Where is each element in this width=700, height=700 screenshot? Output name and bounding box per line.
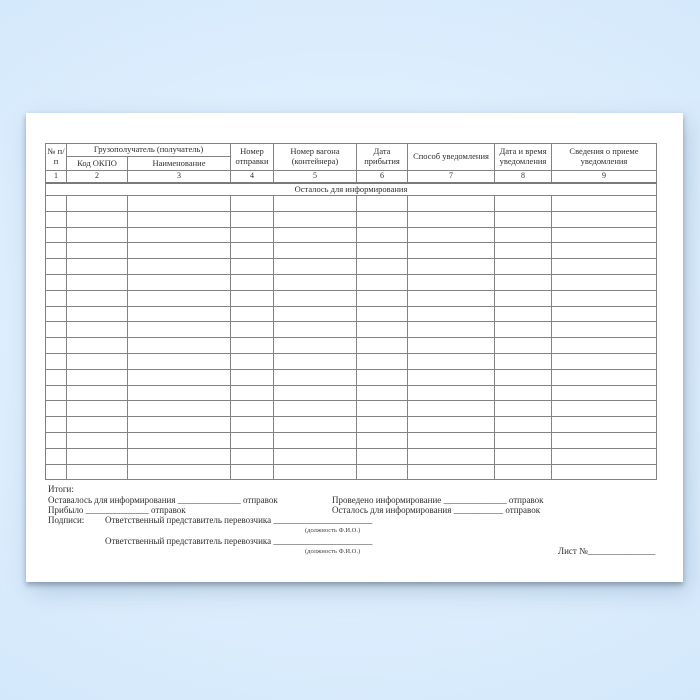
table-cell: [274, 196, 357, 212]
table-cell: [231, 227, 274, 243]
table-cell: [357, 290, 408, 306]
table-cell: [128, 338, 231, 354]
signature-blank: ______________________: [273, 536, 373, 546]
table-row: [46, 290, 657, 306]
table-cell: [46, 243, 67, 259]
header-notification-method: Способ уведомления: [408, 144, 495, 171]
column-number: 9: [552, 171, 657, 184]
status-row-label: Осталось для информирования: [46, 183, 657, 196]
table-row: [46, 369, 657, 385]
column-number: 6: [357, 171, 408, 184]
table-cell: [357, 243, 408, 259]
table-cell: [274, 290, 357, 306]
table-cell: [128, 432, 231, 448]
table-cell: [408, 417, 495, 433]
table-cell: [495, 259, 552, 275]
table-row: [46, 417, 657, 433]
column-number: 2: [67, 171, 128, 184]
table-cell: [67, 227, 128, 243]
informed-blank: ______________: [443, 495, 507, 505]
table-cell: [495, 385, 552, 401]
table-cell: [552, 432, 657, 448]
table-cell: [67, 369, 128, 385]
table-cell: [231, 211, 274, 227]
table-cell: [274, 401, 357, 417]
table-cell: [274, 464, 357, 480]
table-cell: [552, 243, 657, 259]
table-row: [46, 211, 657, 227]
table-cell: [408, 259, 495, 275]
table-cell: [231, 196, 274, 212]
table-cell: [408, 306, 495, 322]
table-cell: [495, 274, 552, 290]
table-cell: [274, 369, 357, 385]
table-cell: [408, 274, 495, 290]
table-cell: [67, 385, 128, 401]
table-cell: [552, 464, 657, 480]
shipments-word: отправок: [150, 505, 186, 515]
table-cell: [274, 322, 357, 338]
table-cell: [46, 274, 67, 290]
header-row-number: № п/п: [46, 144, 67, 171]
arrived-line: [48, 505, 186, 515]
table-cell: [46, 369, 67, 385]
table-cell: [128, 448, 231, 464]
table-cell: [231, 417, 274, 433]
table-cell: [67, 432, 128, 448]
table-cell: [495, 401, 552, 417]
header-dispatch-number: Номер отправки: [231, 144, 274, 171]
table-cell: [357, 338, 408, 354]
table-cell: [231, 353, 274, 369]
table-row: [46, 448, 657, 464]
table-cell: [274, 274, 357, 290]
table-cell: [46, 385, 67, 401]
table-cell: [231, 369, 274, 385]
table-cell: [408, 464, 495, 480]
table-cell: [46, 417, 67, 433]
table-cell: [408, 338, 495, 354]
table-cell: [552, 322, 657, 338]
table-cell: [552, 338, 657, 354]
table-cell: [274, 227, 357, 243]
table-row: [46, 385, 657, 401]
column-number: 3: [128, 171, 231, 184]
table-cell: [46, 338, 67, 354]
table-cell: [274, 448, 357, 464]
table-cell: [46, 432, 67, 448]
table-cell: [67, 196, 128, 212]
table-row: [46, 322, 657, 338]
left-for-informing-line: [332, 505, 540, 515]
table-cell: [552, 211, 657, 227]
table-cell: [46, 448, 67, 464]
table-cell: [67, 401, 128, 417]
table-body-rows: [46, 196, 657, 480]
sheet-label: Лист №: [558, 546, 588, 556]
table-cell: [408, 322, 495, 338]
table-cell: [128, 385, 231, 401]
table-cell: [408, 385, 495, 401]
table-cell: [274, 211, 357, 227]
table-cell: [495, 211, 552, 227]
header-notification-receipt: Сведения о приеме уведомления: [552, 144, 657, 171]
table-cell: [67, 353, 128, 369]
table-cell: [231, 243, 274, 259]
table-row: [46, 353, 657, 369]
table-cell: [67, 448, 128, 464]
table-cell: [67, 211, 128, 227]
table-cell: [128, 306, 231, 322]
table-cell: [408, 243, 495, 259]
table-cell: [46, 322, 67, 338]
table-cell: [46, 227, 67, 243]
table-cell: [495, 306, 552, 322]
column-numbers-row: [46, 171, 657, 184]
table-cell: [46, 464, 67, 480]
table-cell: [408, 448, 495, 464]
table-cell: [495, 353, 552, 369]
carrier-rep-signature-line-2: [105, 536, 372, 546]
remained-label: Оставалось для информирования: [48, 495, 176, 505]
header-wagon-number: Номер вагона (контейнера): [274, 144, 357, 171]
table-cell: [552, 417, 657, 433]
table-cell: [128, 290, 231, 306]
remained-blank: ______________: [177, 495, 241, 505]
column-number: 5: [274, 171, 357, 184]
table-cell: [231, 385, 274, 401]
notification-log-table: [45, 143, 657, 480]
table-cell: [495, 448, 552, 464]
table-cell: [67, 306, 128, 322]
table-cell: [408, 401, 495, 417]
informed-label: Проведено информирование: [332, 495, 442, 505]
table-cell: [231, 274, 274, 290]
table-cell: [46, 401, 67, 417]
table-cell: [231, 401, 274, 417]
left-label: Осталось для информирования: [332, 505, 452, 515]
column-number: 4: [231, 171, 274, 184]
table-cell: [357, 274, 408, 290]
table-row: [46, 306, 657, 322]
table-cell: [552, 353, 657, 369]
arrived-blank: ______________: [85, 505, 149, 515]
table-cell: [231, 322, 274, 338]
table-cell: [274, 243, 357, 259]
sheet-number-line: [558, 546, 655, 556]
table-cell: [128, 259, 231, 275]
table-cell: [357, 401, 408, 417]
table-cell: [357, 464, 408, 480]
table-cell: [552, 369, 657, 385]
table-cell: [552, 274, 657, 290]
table-row: [46, 338, 657, 354]
table-cell: [357, 432, 408, 448]
table-cell: [274, 259, 357, 275]
table-cell: [67, 243, 128, 259]
header-arrival-date: Дата прибытия: [357, 144, 408, 171]
table-row: [46, 227, 657, 243]
table-cell: [357, 369, 408, 385]
table-cell: [357, 259, 408, 275]
table-row: [46, 243, 657, 259]
shipments-word: отправок: [243, 495, 278, 505]
table-cell: [231, 432, 274, 448]
carrier-rep-label: Ответственный представитель перевозчика: [105, 515, 272, 525]
remained-for-informing-line: [48, 495, 278, 505]
table-cell: [46, 306, 67, 322]
table-cell: [46, 211, 67, 227]
column-number: 8: [495, 171, 552, 184]
table-header: [46, 144, 657, 196]
table-row: [46, 401, 657, 417]
table-cell: [552, 385, 657, 401]
arrived-label: Прибыло: [48, 505, 84, 515]
table-row: [46, 464, 657, 480]
table-cell: [46, 259, 67, 275]
position-hint-1: (должность Ф.И.О.): [305, 527, 361, 534]
table-cell: [67, 290, 128, 306]
header-notification-datetime: Дата и время уведомления: [495, 144, 552, 171]
table-row: [46, 274, 657, 290]
table-cell: [552, 259, 657, 275]
table-cell: [357, 448, 408, 464]
table-cell: [128, 196, 231, 212]
table-cell: [495, 369, 552, 385]
table-row: [46, 432, 657, 448]
sheet-blank: _______________: [587, 546, 656, 556]
table-cell: [495, 196, 552, 212]
table-cell: [357, 306, 408, 322]
table-cell: [231, 338, 274, 354]
table-cell: [495, 464, 552, 480]
table-cell: [128, 322, 231, 338]
table-cell: [231, 259, 274, 275]
left-blank: ___________: [453, 505, 504, 515]
signature-blank: ______________________: [273, 515, 373, 525]
position-hint-2: (должность Ф.И.О.): [305, 548, 361, 555]
table-row: [46, 196, 657, 212]
table-cell: [231, 464, 274, 480]
table-cell: [495, 322, 552, 338]
table-cell: [357, 322, 408, 338]
table-cell: [67, 274, 128, 290]
table-cell: [67, 464, 128, 480]
shipments-word: отправок: [505, 505, 541, 515]
table-cell: [357, 417, 408, 433]
informed-line: [332, 495, 544, 505]
column-number: 1: [46, 171, 67, 184]
carrier-rep-signature-line-1: [105, 515, 372, 525]
table-cell: [67, 259, 128, 275]
table-cell: [408, 211, 495, 227]
table-cell: [67, 417, 128, 433]
table-row: [46, 259, 657, 275]
table-cell: [357, 227, 408, 243]
table-cell: [46, 196, 67, 212]
header-name: Наименование: [128, 157, 231, 171]
table-cell: [408, 432, 495, 448]
table-cell: [552, 227, 657, 243]
table-cell: [46, 353, 67, 369]
table-cell: [128, 369, 231, 385]
table-cell: [495, 290, 552, 306]
totals-and-signatures: [26, 484, 683, 580]
table-cell: [408, 369, 495, 385]
table-cell: [231, 290, 274, 306]
table-cell: [231, 448, 274, 464]
table-cell: [128, 464, 231, 480]
table-cell: [128, 353, 231, 369]
table-cell: [274, 353, 357, 369]
signatures-label: Подписи:: [48, 515, 85, 525]
table-cell: [128, 227, 231, 243]
table-cell: [231, 306, 274, 322]
table-cell: [408, 227, 495, 243]
table-cell: [552, 448, 657, 464]
table-cell: [274, 385, 357, 401]
table-cell: [495, 417, 552, 433]
table-cell: [67, 322, 128, 338]
table-cell: [495, 338, 552, 354]
shipments-word: отправок: [508, 495, 544, 505]
table-cell: [357, 385, 408, 401]
table-cell: [274, 417, 357, 433]
table-cell: [46, 290, 67, 306]
table-cell: [408, 353, 495, 369]
table-cell: [67, 338, 128, 354]
carrier-rep-label: Ответственный представитель перевозчика: [105, 536, 272, 546]
table-cell: [552, 401, 657, 417]
column-number: 7: [408, 171, 495, 184]
table-cell: [274, 338, 357, 354]
totals-label: Итоги:: [48, 484, 74, 494]
table-cell: [128, 211, 231, 227]
table-cell: [128, 401, 231, 417]
header-okpo-code: Код ОКПО: [67, 157, 128, 171]
table-cell: [552, 306, 657, 322]
table-cell: [552, 196, 657, 212]
table-cell: [357, 196, 408, 212]
table-cell: [408, 290, 495, 306]
table-cell: [128, 417, 231, 433]
header-consignee-group: Грузополучатель (получатель): [67, 144, 231, 157]
table-cell: [128, 243, 231, 259]
table-cell: [495, 227, 552, 243]
table-cell: [552, 290, 657, 306]
table-cell: [274, 306, 357, 322]
table-cell: [128, 274, 231, 290]
table-cell: [408, 196, 495, 212]
table-cell: [495, 243, 552, 259]
paper-sheet: [26, 113, 683, 582]
table-cell: [357, 353, 408, 369]
table-cell: [495, 432, 552, 448]
table-cell: [274, 432, 357, 448]
table-cell: [357, 211, 408, 227]
